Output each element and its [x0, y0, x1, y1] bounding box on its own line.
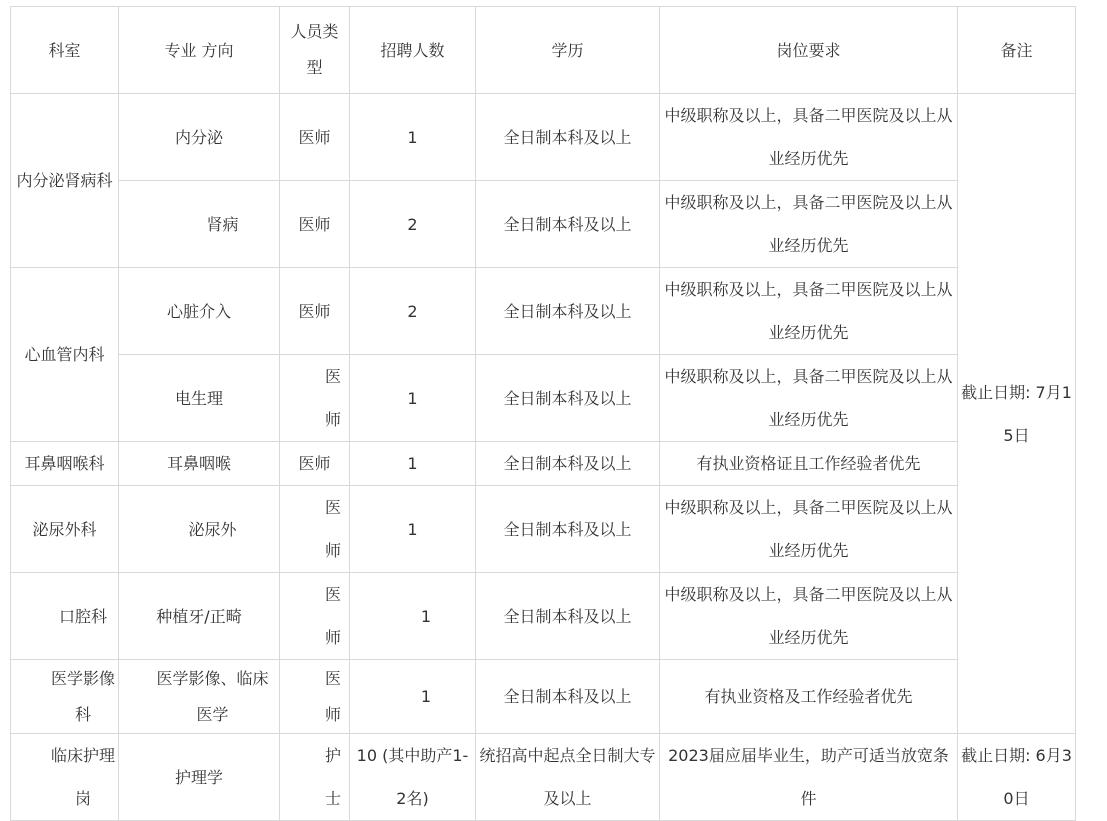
table-row [11, 442, 1076, 486]
cell-count: 1 [350, 573, 476, 660]
cell-dept: 医学影像科 [11, 660, 119, 734]
header-remark: 备注 [958, 7, 1076, 94]
header-requirement: 岗位要求 [660, 7, 958, 94]
cell-staff-type: 医师 [280, 442, 350, 486]
cell-major: 耳鼻咽喉 [119, 442, 280, 486]
cell-major: 种植牙/正畸 [119, 573, 280, 660]
cell-staff-type: 医师 [280, 94, 350, 181]
cell-major: 电生理 [119, 355, 280, 442]
header-major: 专业 方向 [119, 7, 280, 94]
table-row [11, 734, 1076, 821]
cell-major: 肾病 [119, 181, 280, 268]
cell-education: 全日制本科及以上 [476, 355, 660, 442]
cell-staff-type: 医师 [280, 573, 350, 660]
header-count: 招聘人数 [350, 7, 476, 94]
cell-education: 统招高中起点全日制大专及以上 [476, 734, 660, 821]
cell-education: 全日制本科及以上 [476, 442, 660, 486]
table-row [11, 268, 1076, 355]
cell-requirement: 有执业资格及工作经验者优先 [660, 660, 958, 734]
header-dept: 科室 [11, 7, 119, 94]
cell-dept: 内分泌肾病科 [11, 94, 119, 268]
cell-remark: 截止日期: 6月30日 [958, 734, 1076, 821]
cell-count: 10 (其中助产1-2名) [350, 734, 476, 821]
cell-dept: 临床护理岗 [11, 734, 119, 821]
table-row [11, 355, 1076, 442]
cell-count: 1 [350, 94, 476, 181]
cell-requirement: 中级职称及以上，具备二甲医院及以上从业经历优先 [660, 355, 958, 442]
cell-staff-type: 医师 [280, 268, 350, 355]
cell-education: 全日制本科及以上 [476, 181, 660, 268]
cell-staff-type: 医师 [280, 181, 350, 268]
cell-count: 2 [350, 181, 476, 268]
cell-count: 1 [350, 486, 476, 573]
header-education: 学历 [476, 7, 660, 94]
cell-count: 2 [350, 268, 476, 355]
cell-remark: 截止日期: 7月15日 [958, 94, 1076, 734]
cell-count: 1 [350, 660, 476, 734]
cell-requirement: 中级职称及以上，具备二甲医院及以上从业经历优先 [660, 268, 958, 355]
cell-requirement: 中级职称及以上，具备二甲医院及以上从业经历优先 [660, 573, 958, 660]
recruitment-table [10, 6, 1076, 821]
cell-staff-type: 医师 [280, 355, 350, 442]
cell-education: 全日制本科及以上 [476, 268, 660, 355]
cell-requirement: 2023届应届毕业生，助产可适当放宽条件 [660, 734, 958, 821]
header-staff-type: 人员类型 [280, 7, 350, 94]
table-row [11, 94, 1076, 181]
cell-major: 泌尿外 [119, 486, 280, 573]
cell-requirement: 有执业资格证且工作经验者优先 [660, 442, 958, 486]
header-row [11, 7, 1076, 94]
cell-staff-type: 医师 [280, 486, 350, 573]
cell-major: 医学影像、临床医学 [119, 660, 280, 734]
cell-staff-type: 护士 [280, 734, 350, 821]
cell-staff-type: 医师 [280, 660, 350, 734]
cell-requirement: 中级职称及以上，具备二甲医院及以上从业经历优先 [660, 486, 958, 573]
cell-education: 全日制本科及以上 [476, 660, 660, 734]
cell-education: 全日制本科及以上 [476, 486, 660, 573]
table-row [11, 573, 1076, 660]
table-row [11, 181, 1076, 268]
table-row [11, 486, 1076, 573]
cell-count: 1 [350, 442, 476, 486]
cell-major: 心脏介入 [119, 268, 280, 355]
cell-major: 护理学 [119, 734, 280, 821]
cell-education: 全日制本科及以上 [476, 94, 660, 181]
cell-dept: 泌尿外科 [11, 486, 119, 573]
table-row [11, 660, 1076, 734]
cell-major: 内分泌 [119, 94, 280, 181]
cell-requirement: 中级职称及以上，具备二甲医院及以上从业经历优先 [660, 181, 958, 268]
cell-dept: 耳鼻咽喉科 [11, 442, 119, 486]
cell-count: 1 [350, 355, 476, 442]
cell-education: 全日制本科及以上 [476, 573, 660, 660]
cell-dept: 心血管内科 [11, 268, 119, 442]
cell-dept: 口腔科 [11, 573, 119, 660]
cell-requirement: 中级职称及以上，具备二甲医院及以上从业经历优先 [660, 94, 958, 181]
